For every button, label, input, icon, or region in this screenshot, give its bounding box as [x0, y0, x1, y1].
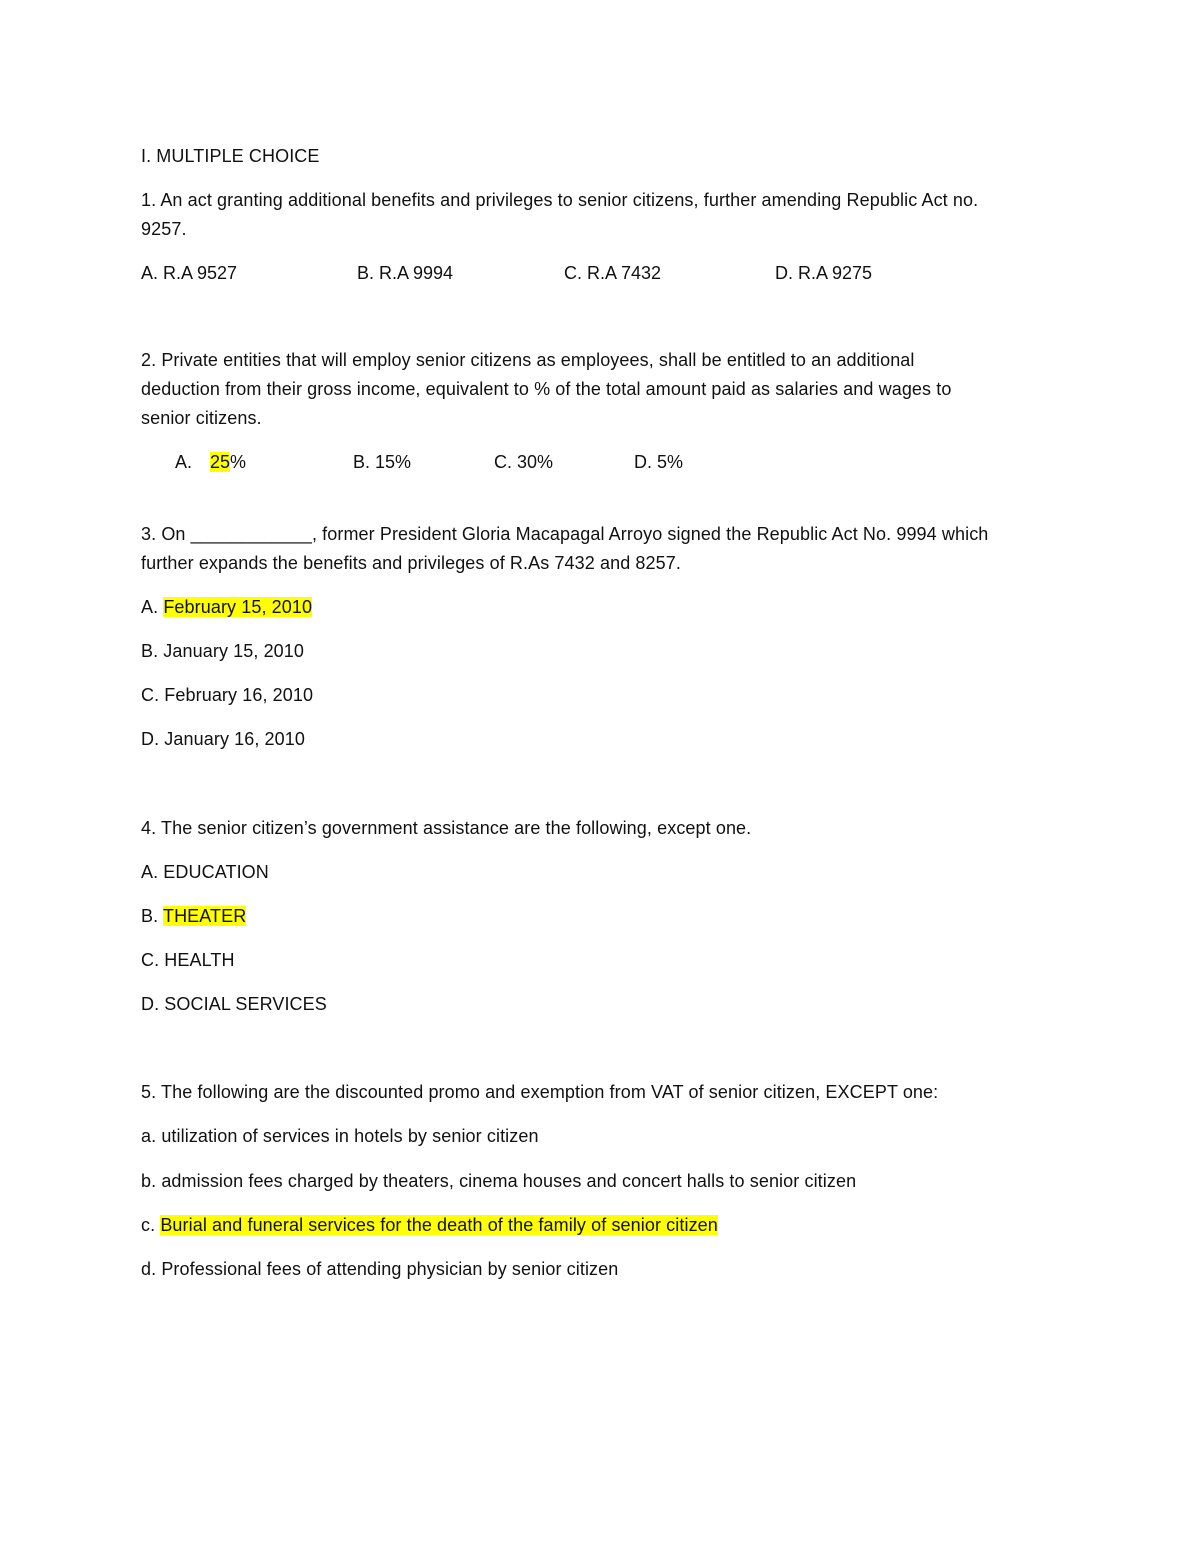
- question-5-option-a: a. utilization of services in hotels by senior citizen: [141, 1126, 539, 1146]
- question-5-option-b: b. admission fees charged by theaters, cinema houses and concert halls to senior citizen: [141, 1171, 857, 1191]
- question-5-option-c: [141, 1213, 718, 1237]
- question-4-option-c: C. HEALTH: [141, 950, 235, 970]
- option-a-label: A.: [175, 452, 193, 472]
- option-c-label: c.: [141, 1215, 161, 1235]
- question-2-text-end: senior citizens.: [141, 408, 262, 428]
- highlighted-answer: 25: [210, 452, 231, 472]
- question-3-option-a: [141, 595, 312, 619]
- option-a-label: A.: [141, 597, 164, 617]
- question-4-option-d: D. SOCIAL SERVICES: [141, 994, 327, 1014]
- question-1-text-cont: 9257.: [141, 219, 187, 239]
- question-2-text-cont: deduction from their gross income, equivalent to % of the total amount paid as salaries and wages to: [141, 379, 952, 399]
- highlighted-answer: Burial and funeral services for the death of the family of senior citizen: [160, 1215, 718, 1235]
- question-4-option-a: A. EDUCATION: [141, 862, 269, 882]
- option-b-label: B.: [141, 906, 163, 926]
- question-2-text: 2. Private entities that will employ senior citizens as employees, shall be entitled to an additional: [141, 350, 915, 370]
- question-3-option-b: B. January 15, 2010: [141, 641, 305, 661]
- question-3-text: 3. On ____________, former President Gloria Macapagal Arroyo signed the Republic Act No. 9994 which: [141, 524, 989, 544]
- question-3-option-c: C. February 16, 2010: [141, 685, 314, 705]
- question-2-option-a: [175, 450, 246, 474]
- question-3-option-d: D. January 16, 2010: [141, 729, 306, 749]
- question-2-option-b: B. 15%: [353, 452, 412, 472]
- question-4-option-b: [141, 904, 246, 928]
- question-1-option-b: B. R.A 9994: [357, 263, 454, 283]
- question-3-text-cont: further expands the benefits and privileges of R.As 7432 and 8257.: [141, 553, 681, 573]
- highlighted-answer: February 15, 2010: [163, 597, 313, 617]
- question-2-option-c: C. 30%: [494, 452, 554, 472]
- highlighted-answer: THEATER: [162, 906, 247, 926]
- question-1-text: 1. An act granting additional benefits and privileges to senior citizens, further amending Republic Act no.: [141, 190, 979, 210]
- question-1-option-d: D. R.A 9275: [775, 263, 873, 283]
- question-5-text: 5. The following are the discounted promo and exemption from VAT of senior citizen, EXCEPT one:: [141, 1082, 939, 1102]
- section-title: I. MULTIPLE CHOICE: [141, 146, 320, 166]
- question-4-text: 4. The senior citizen’s government assistance are the following, except one.: [141, 818, 752, 838]
- question-5-option-d: d. Professional fees of attending physician by senior citizen: [141, 1259, 619, 1279]
- question-2-option-d: D. 5%: [634, 452, 684, 472]
- option-a-suffix: %: [230, 452, 247, 472]
- question-1-option-c: C. R.A 7432: [564, 263, 662, 283]
- question-1-option-a: A. R.A 9527: [141, 263, 238, 283]
